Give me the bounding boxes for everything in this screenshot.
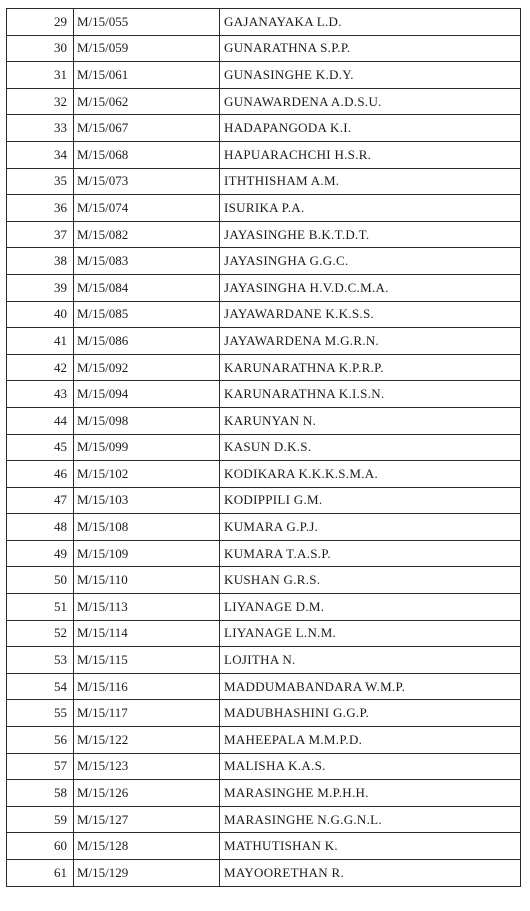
student-name: JAYAWARDENA M.G.R.N. <box>220 328 521 355</box>
row-number: 36 <box>7 195 74 222</box>
row-number: 56 <box>7 727 74 754</box>
registration-number: M/15/117 <box>74 700 220 727</box>
row-number: 61 <box>7 860 74 887</box>
student-name: KUSHAN G.R.S. <box>220 567 521 594</box>
row-number: 45 <box>7 434 74 461</box>
student-name: MARASINGHE M.P.H.H. <box>220 780 521 807</box>
table-row <box>7 248 521 275</box>
table-row <box>7 647 521 674</box>
registration-number: M/15/067 <box>74 115 220 142</box>
registration-number: M/15/110 <box>74 567 220 594</box>
student-name: JAYASINGHE B.K.T.D.T. <box>220 221 521 248</box>
table-row <box>7 354 521 381</box>
row-number: 31 <box>7 62 74 89</box>
registration-number: M/15/062 <box>74 88 220 115</box>
student-name: KARUNYAN N. <box>220 407 521 434</box>
student-name: GUNAWARDENA A.D.S.U. <box>220 88 521 115</box>
table-row <box>7 328 521 355</box>
registration-number: M/15/074 <box>74 195 220 222</box>
row-number: 59 <box>7 806 74 833</box>
registration-number: M/15/108 <box>74 514 220 541</box>
row-number: 48 <box>7 514 74 541</box>
registration-number: M/15/068 <box>74 141 220 168</box>
student-name: JAYASINGHA G.G.C. <box>220 248 521 275</box>
registration-number: M/15/083 <box>74 248 220 275</box>
row-number: 40 <box>7 301 74 328</box>
row-number: 35 <box>7 168 74 195</box>
student-name: KARUNARATHNA K.P.R.P. <box>220 354 521 381</box>
student-name: KARUNARATHNA K.I.S.N. <box>220 381 521 408</box>
student-name: LOJITHA N. <box>220 647 521 674</box>
student-name: LIYANAGE D.M. <box>220 594 521 621</box>
row-number: 43 <box>7 381 74 408</box>
registration-number: M/15/113 <box>74 594 220 621</box>
table-row <box>7 673 521 700</box>
table-row <box>7 487 521 514</box>
table-row <box>7 780 521 807</box>
student-name: GUNARATHNA S.P.P. <box>220 35 521 62</box>
table-row <box>7 274 521 301</box>
row-number: 60 <box>7 833 74 860</box>
table-row <box>7 753 521 780</box>
table-row <box>7 727 521 754</box>
student-name: MADDUMABANDARA W.M.P. <box>220 673 521 700</box>
table-row <box>7 860 521 887</box>
student-name: GAJANAYAKA L.D. <box>220 9 521 36</box>
row-number: 39 <box>7 274 74 301</box>
registration-number: M/15/055 <box>74 9 220 36</box>
table-row <box>7 833 521 860</box>
registration-number: M/15/085 <box>74 301 220 328</box>
student-name: MARASINGHE N.G.G.N.L. <box>220 806 521 833</box>
table-row <box>7 594 521 621</box>
row-number: 46 <box>7 461 74 488</box>
row-number: 34 <box>7 141 74 168</box>
row-number: 47 <box>7 487 74 514</box>
registration-number: M/15/123 <box>74 753 220 780</box>
table-row <box>7 407 521 434</box>
table-row <box>7 115 521 142</box>
student-name: HAPUARACHCHI H.S.R. <box>220 141 521 168</box>
table-row <box>7 168 521 195</box>
student-name: MATHUTISHAN K. <box>220 833 521 860</box>
table-row <box>7 514 521 541</box>
registration-number: M/15/122 <box>74 727 220 754</box>
registration-number: M/15/098 <box>74 407 220 434</box>
row-number: 53 <box>7 647 74 674</box>
registration-number: M/15/073 <box>74 168 220 195</box>
table-row <box>7 221 521 248</box>
table-row <box>7 88 521 115</box>
row-number: 38 <box>7 248 74 275</box>
table-row <box>7 195 521 222</box>
row-number: 50 <box>7 567 74 594</box>
registration-number: M/15/099 <box>74 434 220 461</box>
registration-number: M/15/126 <box>74 780 220 807</box>
registration-number: M/15/082 <box>74 221 220 248</box>
registration-number: M/15/103 <box>74 487 220 514</box>
registration-number: M/15/059 <box>74 35 220 62</box>
student-name: KODIKARA K.K.K.S.M.A. <box>220 461 521 488</box>
student-name: JAYASINGHA H.V.D.C.M.A. <box>220 274 521 301</box>
student-name: MAYOORETHAN R. <box>220 860 521 887</box>
registration-number: M/15/092 <box>74 354 220 381</box>
student-name: GUNASINGHE K.D.Y. <box>220 62 521 89</box>
student-name: KUMARA G.P.J. <box>220 514 521 541</box>
row-number: 37 <box>7 221 74 248</box>
registration-number: M/15/061 <box>74 62 220 89</box>
student-name: KODIPPILI G.M. <box>220 487 521 514</box>
registration-number: M/15/084 <box>74 274 220 301</box>
registration-number: M/15/127 <box>74 806 220 833</box>
registration-number: M/15/114 <box>74 620 220 647</box>
table-row <box>7 35 521 62</box>
document-page <box>6 8 520 887</box>
row-number: 51 <box>7 594 74 621</box>
student-name: MAHEEPALA M.M.P.D. <box>220 727 521 754</box>
student-name: LIYANAGE L.N.M. <box>220 620 521 647</box>
table-row <box>7 141 521 168</box>
registration-number: M/15/086 <box>74 328 220 355</box>
row-number: 44 <box>7 407 74 434</box>
row-number: 55 <box>7 700 74 727</box>
student-list-table <box>6 8 521 887</box>
row-number: 42 <box>7 354 74 381</box>
row-number: 41 <box>7 328 74 355</box>
student-name: ISURIKA P.A. <box>220 195 521 222</box>
row-number: 57 <box>7 753 74 780</box>
table-row <box>7 301 521 328</box>
table-row <box>7 9 521 36</box>
registration-number: M/15/102 <box>74 461 220 488</box>
student-name: HADAPANGODA K.I. <box>220 115 521 142</box>
row-number: 58 <box>7 780 74 807</box>
registration-number: M/15/116 <box>74 673 220 700</box>
table-row <box>7 567 521 594</box>
row-number: 32 <box>7 88 74 115</box>
row-number: 33 <box>7 115 74 142</box>
row-number: 30 <box>7 35 74 62</box>
student-name: ITHTHISHAM A.M. <box>220 168 521 195</box>
row-number: 29 <box>7 9 74 36</box>
table-row <box>7 62 521 89</box>
student-name: KUMARA T.A.S.P. <box>220 540 521 567</box>
table-body <box>7 9 521 887</box>
registration-number: M/15/128 <box>74 833 220 860</box>
student-name: MADUBHASHINI G.G.P. <box>220 700 521 727</box>
table-row <box>7 461 521 488</box>
table-row <box>7 434 521 461</box>
registration-number: M/15/094 <box>74 381 220 408</box>
registration-number: M/15/129 <box>74 860 220 887</box>
table-row <box>7 620 521 647</box>
table-row <box>7 806 521 833</box>
student-name: KASUN D.K.S. <box>220 434 521 461</box>
table-row <box>7 381 521 408</box>
table-row <box>7 540 521 567</box>
registration-number: M/15/109 <box>74 540 220 567</box>
registration-number: M/15/115 <box>74 647 220 674</box>
table-row <box>7 700 521 727</box>
row-number: 52 <box>7 620 74 647</box>
row-number: 54 <box>7 673 74 700</box>
row-number: 49 <box>7 540 74 567</box>
student-name: MALISHA K.A.S. <box>220 753 521 780</box>
student-name: JAYAWARDANE K.K.S.S. <box>220 301 521 328</box>
